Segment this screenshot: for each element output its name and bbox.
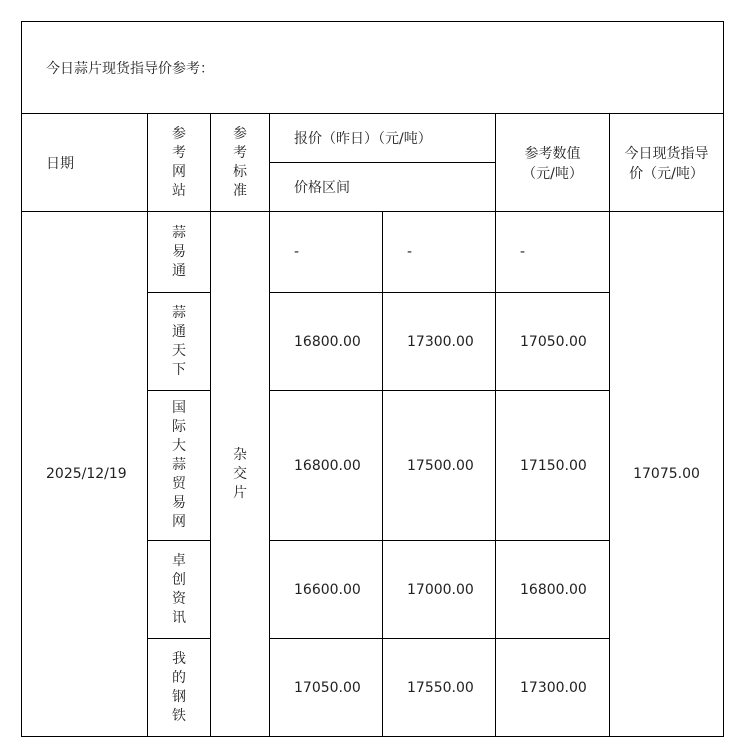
- low-cell: 17050.00: [270, 639, 383, 737]
- high-cell: 17550.00: [383, 639, 496, 737]
- site-cell: 国际大蒜贸易网: [148, 391, 211, 541]
- table-title: 今日蒜片现货指导价参考：: [22, 22, 724, 114]
- high-cell: -: [383, 212, 496, 293]
- standard-cell: 杂交片: [211, 212, 270, 737]
- high-cell: 17500.00: [383, 391, 496, 541]
- site-cell: 卓创资讯: [148, 541, 211, 639]
- ref-cell: 17300.00: [496, 639, 610, 737]
- header-date: 日期: [22, 114, 148, 212]
- site-cell: 我的钢铁: [148, 639, 211, 737]
- price-table: [21, 21, 724, 737]
- header-guide-price: 今日现货指导价（元/吨）: [610, 114, 724, 212]
- ref-cell: 16800.00: [496, 541, 610, 639]
- low-cell: -: [270, 212, 383, 293]
- low-cell: 16800.00: [270, 293, 383, 391]
- date-cell: 2025/12/19: [22, 212, 148, 737]
- site-cell: 蒜通天下: [148, 293, 211, 391]
- header-site: 参考网站: [148, 114, 211, 212]
- header-ref-value: 参考数值（元/吨）: [496, 114, 610, 212]
- low-cell: 16800.00: [270, 391, 383, 541]
- guide-price-cell: 17075.00: [610, 212, 724, 737]
- header-quote: 报价（昨日）（元/吨）: [270, 114, 496, 163]
- high-cell: 17000.00: [383, 541, 496, 639]
- header-standard: 参考标准: [211, 114, 270, 212]
- ref-cell: 17150.00: [496, 391, 610, 541]
- header-range: 价格区间: [270, 163, 496, 212]
- ref-cell: -: [496, 212, 610, 293]
- ref-cell: 17050.00: [496, 293, 610, 391]
- low-cell: 16600.00: [270, 541, 383, 639]
- site-cell: 蒜易通: [148, 212, 211, 293]
- high-cell: 17300.00: [383, 293, 496, 391]
